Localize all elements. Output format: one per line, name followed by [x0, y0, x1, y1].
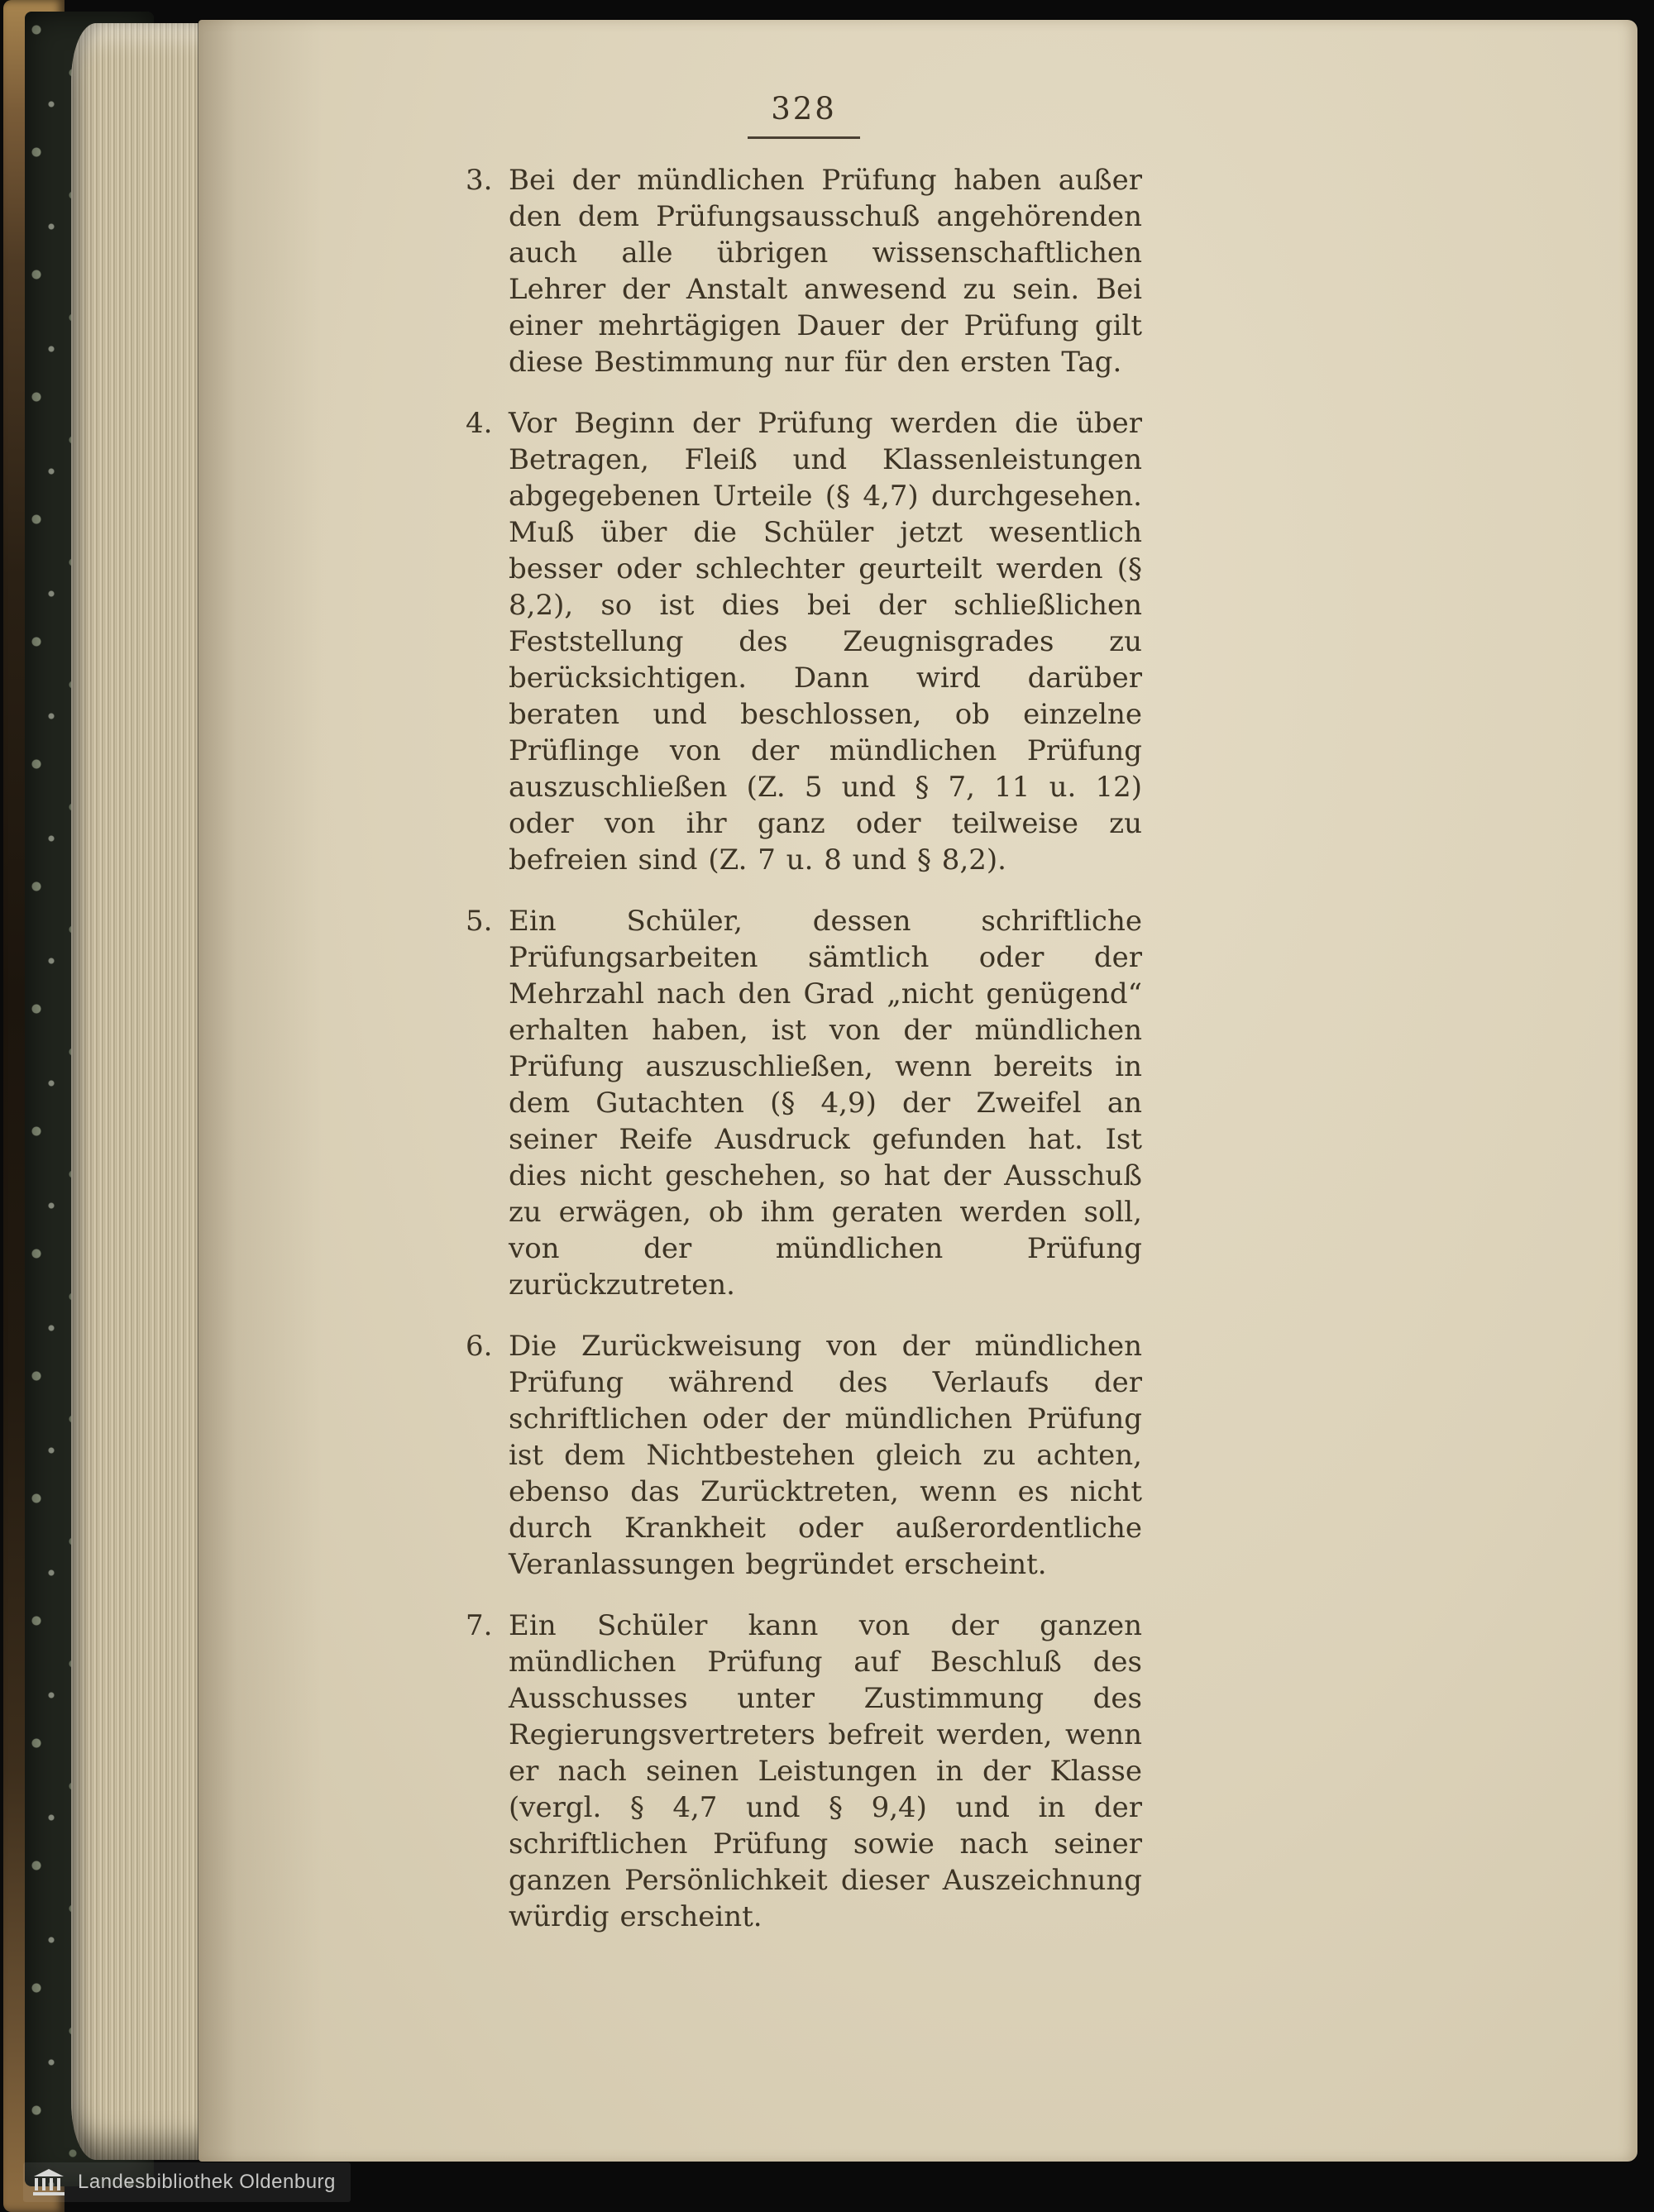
item-number: 3. [466, 164, 493, 197]
item-text: Die Zurückweisung von der mündlichen Prüfung während des Verlaufs der schriftlichen oder der mündlichen Prüfung ist dem Nichtbestehen gleich zu achten, ebenso das Zurücktreten, wenn es nicht durch Krankheit oder außerordentliche Veranlassungen begründet erscheint. [509, 1330, 1142, 1581]
item-number: 7. [466, 1609, 493, 1642]
list-item [466, 1328, 1142, 1583]
watermark-label: Landesbibliothek Oldenburg [78, 2171, 336, 2193]
item-text: Bei der mündlichen Prüfung haben außer den dem Prüfungsausschuß angehörenden auch alle übrigen wissenschaftlichen Lehrer der Anstalt anwesend zu sein. Bei einer mehrtägigen Dauer der Prüfung gilt diese Bestimmung nur für den ersten Tag. [509, 164, 1142, 379]
item-number: 5. [466, 905, 493, 938]
page-number-block [466, 91, 1142, 139]
library-logo-icon [31, 2167, 66, 2197]
book-page [198, 20, 1637, 2162]
library-watermark [23, 2162, 351, 2202]
list-item [466, 1608, 1142, 1935]
list-item [466, 903, 1142, 1303]
item-number: 6. [466, 1330, 493, 1363]
item-text: Ein Schüler, dessen schriftliche Prüfungsarbeiten sämtlich oder der Mehrzahl nach den Grad „nicht genügend“ erhalten haben, ist von der mündlichen Prüfung auszuschließen, wenn bereits in dem Gutachten (§ 4,9) der Zweifel an seiner Reife Ausdruck gefunden hat. Ist dies nicht geschehen, so hat der Ausschuß zu erwägen, ob ihm geraten werden soll, von der mündlichen Prüfung zurückzutreten. [509, 905, 1142, 1302]
item-text: Vor Beginn der Prüfung werden die über Betragen, Fleiß und Klassenleistungen abgegebenen Urteile (§ 4,7) durchgesehen. Muß über die Schüler jetzt wesentlich besser oder schlechter geurteilt werden (§ 8,2), so ist dies bei der schließlichen Feststellung des Zeugnisgrades zu berücksichtigen. Dann wird darüber beraten und beschlossen, ob einzelne Prüflinge von der mündlichen Prüfung auszuschließen (Z. 5 und § 7, 11 u. 12) oder von ihr ganz oder teilweise zu befreien sind (Z. 7 u. 8 und § 8,2). [509, 407, 1142, 877]
list-item [466, 162, 1142, 380]
page-number: 328 [748, 91, 860, 139]
text-block [466, 162, 1142, 1960]
item-text: Ein Schüler kann von der ganzen mündlichen Prüfung auf Beschluß des Ausschusses unter Zustimmung des Regierungsvertreters befreit werden, wenn er nach seinen Leistungen in der Klasse (vergl. § 4,7 und § 9,4) und in der schriftlichen Prüfung sowie nach seiner ganzen Persönlichkeit dieser Auszeichnung würdig erscheint. [509, 1609, 1142, 1933]
item-number: 4. [466, 407, 493, 440]
list-item [466, 405, 1142, 878]
